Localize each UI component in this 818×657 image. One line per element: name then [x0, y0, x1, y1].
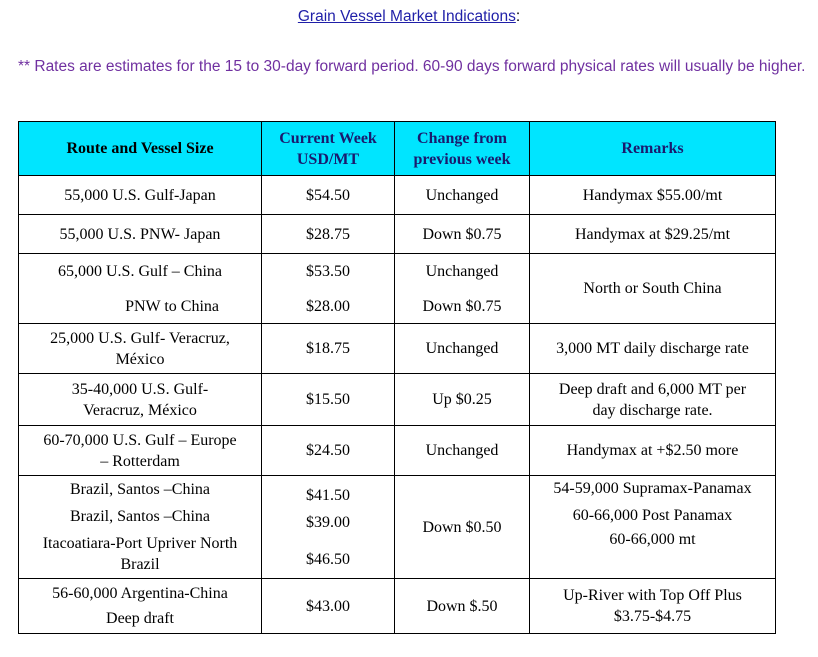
header-current-line2: USD/MT: [296, 150, 360, 168]
table-row: [19, 426, 776, 476]
table-row: [19, 176, 776, 215]
table-row: [19, 254, 776, 324]
rate-cell: [262, 254, 395, 324]
rate-cell: [262, 476, 395, 579]
header-route: Route and Vessel Size: [19, 122, 262, 176]
remarks-line: $3.75-$4.75: [613, 608, 692, 625]
table-row: [19, 324, 776, 374]
route-cell: 55,000 U.S. PNW- Japan: [19, 215, 262, 254]
header-current-week: [262, 122, 395, 176]
header-row: [19, 122, 776, 176]
remarks-line: 60-66,000 mt: [609, 531, 696, 548]
route-line: 35-40,000 U.S. Gulf-: [71, 380, 209, 398]
header-remarks: Remarks: [530, 122, 776, 176]
remarks-cell: [530, 374, 776, 426]
remarks-cell: 3,000 MT daily discharge rate: [530, 324, 776, 374]
remarks-cell: [530, 476, 776, 579]
remarks-line: Up-River with Top Off Plus: [563, 587, 742, 604]
route-cell: [19, 426, 262, 476]
remarks-line: Deep draft and 6,000 MT per: [558, 380, 747, 398]
remarks-cell: Handymax $55.00/mt: [530, 176, 776, 215]
remarks-cell: Handymax at +$2.50 more: [530, 426, 776, 476]
rate-cell: $24.50: [262, 426, 395, 476]
route-cell: [19, 374, 262, 426]
route-line: PNW to China: [125, 297, 219, 315]
remarks-cell: Handymax at $29.25/mt: [530, 215, 776, 254]
route-line: México: [115, 350, 165, 368]
rate-cell: $54.50: [262, 176, 395, 215]
table-row: [19, 476, 776, 579]
header-change-line2: previous week: [413, 150, 511, 168]
route-cell: 55,000 U.S. Gulf-Japan: [19, 176, 262, 215]
change-cell: [395, 254, 530, 324]
change-cell: Unchanged: [395, 176, 530, 215]
header-change-line1: Change from: [417, 129, 507, 147]
page-title: [0, 8, 818, 26]
change-cell: Down $0.50: [395, 476, 530, 579]
rate-cell: $28.75: [262, 215, 395, 254]
route-cell: [19, 324, 262, 374]
remarks-cell: North or South China: [530, 254, 776, 324]
route-line: Brazil: [120, 556, 160, 573]
header-current-line1: Current Week: [279, 129, 377, 147]
route-line: 65,000 U.S. Gulf – China: [58, 262, 222, 280]
route-line: Brazil, Santos –China: [70, 508, 210, 525]
rate-line: $28.00: [306, 297, 350, 315]
rate-line: $53.50: [306, 262, 350, 280]
route-line: Brazil, Santos –China: [70, 481, 210, 498]
remarks-line: day discharge rate.: [592, 401, 713, 419]
change-line: Unchanged: [425, 262, 499, 280]
change-cell: Up $0.25: [395, 374, 530, 426]
rate-line: $46.50: [306, 550, 350, 568]
route-cell: [19, 579, 262, 634]
rate-line: $39.00: [306, 513, 350, 531]
remarks-line: 60-66,000 Post Panamax: [572, 507, 733, 524]
route-line: Veracruz, México: [83, 401, 197, 419]
change-cell: Unchanged: [395, 324, 530, 374]
rates-note: ** Rates are estimates for the 15 to 30-day forward period. 60-90 days forward physical rates will usually be higher.: [18, 58, 806, 75]
table-row: [19, 579, 776, 634]
route-cell: [19, 476, 262, 579]
table-row: [19, 215, 776, 254]
rate-cell: $18.75: [262, 324, 395, 374]
rate-cell: $43.00: [262, 579, 395, 634]
route-line: 60-70,000 U.S. Gulf – Europe: [43, 431, 237, 449]
rate-cell: $15.50: [262, 374, 395, 426]
change-cell: Unchanged: [395, 426, 530, 476]
route-line: – Rotterdam: [100, 452, 180, 470]
title-text: Grain Vessel Market Indications: [297, 8, 516, 25]
title-colon: :: [515, 8, 521, 25]
header-change: [395, 122, 530, 176]
route-line: Itacoatiara-Port Upriver North: [42, 535, 238, 552]
rate-line: $41.50: [306, 486, 350, 504]
route-line: Deep draft: [106, 610, 174, 627]
grain-vessel-table: [18, 121, 776, 634]
change-line: Down $0.75: [422, 297, 502, 315]
route-line: 25,000 U.S. Gulf- Veracruz,: [50, 329, 230, 347]
change-cell: Down $.50: [395, 579, 530, 634]
remarks-line: 54-59,000 Supramax-Panamax: [553, 480, 752, 497]
route-line: 56-60,000 Argentina-China: [52, 585, 228, 602]
change-cell: Down $0.75: [395, 215, 530, 254]
remarks-cell: [530, 579, 776, 634]
table-row: [19, 374, 776, 426]
route-cell: [19, 254, 262, 324]
